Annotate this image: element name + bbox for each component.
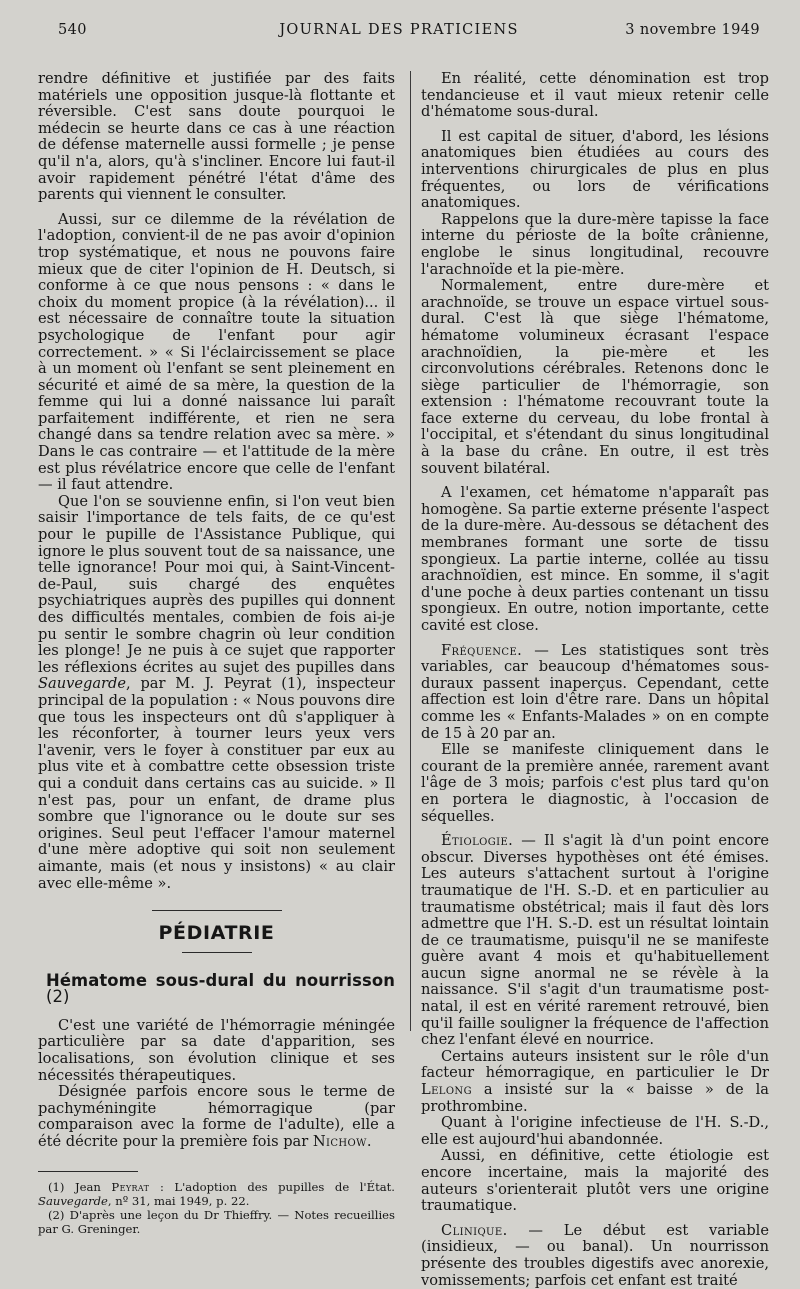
paragraph: Quant à l'origine infectieuse de l'H. S.-D., elle est aujourd'hui abandonnée. [421,1114,769,1148]
right-column [410,70,769,1289]
text-run: , nº 31, mai 1949, p. 22. [107,1193,250,1208]
paragraph: Elle se manifeste cliniquement dans le courant de la première année, rarement avant l'âge de 3 mois; parfois c'est plus tard qu'on en portera le diagnostic, à l'occasion de séquelles. [421,741,769,825]
paragraph: Rappelons que la dure-mère tapisse la face interne du périoste de la boîte crânienne, englobe le sinus longitudinal, recouvre l'arachnoïde et la pie-mère. [421,210,769,278]
paragraph: Aussi, en définitive, cette étiologie est encore incertaine, mais la majorité des auteurs s'orienterait plutôt vers une origine traumatique. [421,1147,769,1215]
section-rule [152,910,282,911]
article-title [46,970,395,1007]
publication-name: Sauvegarde [38,1193,108,1208]
page-header [38,22,760,42]
paragraph: C'est une variété de l'hémorragie méningée particulière par sa date d'apparition, ses localisations, son évolution clinique et ses nécessités thérapeutiques. [38,1016,395,1084]
journal-title: JOURNAL DES PRATICIENS [279,22,519,38]
paragraph: rendre définitive et justifiée par des faits matériels une opposition jusque-là flottante et réversible. C'est sans doute pourquoi le médecin se heurte dans ce cas à une réaction de défense maternelle aussi formelle ; je pense qu'il n'a, alors, qu'à s'incliner. Encore lui faut-il avoir rapidement pénétré l'état d'âme des parents qui viennent le consulter. [38,70,395,204]
text-run: : L'adoption des pupilles de l'État. [149,1179,395,1194]
paragraph: Normalement, entre dure-mère et arachnoïde, se trouve un espace virtuel sous-dural. C'est là que siège l'hématome, hématome volumineux écrasant l'espace arachnoïdien, la pie-mère et les circonvolutions cérébrales. Retenons donc le siège particulier de l'hémorragie, son extension : l'hématome recouvrant toute la face externe du cerveau, du lobe frontal à l'occipital, et s'étendant du sinus longitudinal à la base du crâne. En outre, il est très souvent bilatéral. [421,277,769,477]
page-number: 540 [58,22,87,38]
footnote-2: (2) D'après une leçon du Dr Thieffry. — Notes recueillies par G. Greninger. [38,1207,395,1236]
text-run: . [366,1133,372,1151]
author-name: Peyrat [111,1179,150,1194]
author-name: Nichow [312,1133,367,1151]
text-run: Que l'on se souvienne enfin, si l'on veut bien saisir l'importance de tels faits, de ce qu'est pour le pupille de l'Assistance Publique, qui ignore le plus souvent tout de sa naissance, une telle ignorance! Pour moi qui, à Saint-Vincent-de-Paul, suis chargé des enquêtes psychiatriques auprès des pupilles qui donnent des difficultés mentales, combien de fois ai-je pu sentir le sombre chagrin où leur condition les plonge! Je ne puis à ce sujet que rapporter les réflexions écrites au sujet des pupilles dans [38,492,395,676]
paragraph: Il est capital de situer, d'abord, les lésions anatomiques bien étudiées au cours des interventions chirurgicales de plus en plus fréquentes, ou lors de vérifications anatomiques. [421,127,769,212]
paragraph: Aussi, sur ce dilemme de la révélation de l'adoption, convient-il de ne pas avoir d'opinion trop systématique, et nous ne pouvons faire mieux que de citer l'opinion de H. Deutsch, si conforme à ce que nous pensons : « dans le choix du moment propice (à la révélation)... il est nécessaire de connaître toute la situation psychologique de l'enfant pour agir correctement. » « Si l'éclaircissement se place à un moment où l'enfant se sent pleinement en sécurité et aimé de sa mère, la question de la femme qui lui a donné naissance lui paraît parfaitement indifférente, et rien ne sera changé dans sa tendre relation avec sa mère. » Dans le cas contraire — et l'attitude de la mère est plus révélatrice encore que celle de l'enfant — il faut attendre. [38,210,395,494]
text-run: Désignée parfois encore sous le terme de pachyméningite hémorragique (par comparaison avec la forme de l'adulte), elle a été décrite pour la première fois par [38,1083,395,1151]
paragraph: En réalité, cette dénomination est trop tendancieuse et il vaut mieux retenir celle d'hématome sous-dural. [421,70,769,121]
text-run: — Il s'agit là d'un point encore obscur. Diverses hypothèses ont été émises. Les auteurs s'attachent surtout à l'origine traumatique de l'H. S.-D. et en particulier au traumatisme obstétrical; mais il faut dès lors admettre que l'H. S.-D. est un résultat lointain de ce traumatisme, puisqu'il ne se manifeste guère avant 4 mois et qu'habituellement aucun signe anormal ne se révèle à la naissance. S'il s'agit d'un traumatisme post-natal, il est en vérité rarement retrouvé, bien qu'il faille souligner la fréquence de l'affection chez l'enfant élevé en nourrice. [421,832,769,1049]
publication-name: Sauvegarde [38,675,126,693]
text-run: a insisté sur la « baisse » de la prothrombine. [421,1081,769,1115]
paragraph [421,1049,769,1115]
text-run: — Le début est variable (insidieux, — ou banal). Un nourrisson présente des troubles digestifs avec anorexie, vomissements; parfois cet enfant est traité [421,1221,769,1289]
subheading-clinique: Clinique. [441,1221,508,1239]
left-column [38,71,395,1236]
text-run: Certains auteurs insistent sur le rôle d'un facteur hémorragique, en particulier le Dr [421,1047,769,1082]
footnote-rule [38,1171,138,1172]
paragraph [421,833,769,1049]
issue-date: 3 novembre 1949 [625,22,760,38]
paragraph: A l'examen, cet hématome n'apparaît pas homogène. Sa partie externe présente l'aspect de la dure-mère. Au-dessous se détachent des membranes formant une sorte de tissu spongieux. La partie interne, collée au tissu arachnoïdien, est mince. En somme, il s'agit d'une poche à deux parties contenant un tissu spongieux. En outre, notion importante, cette cavité est close. [421,484,769,634]
paragraph [421,1223,769,1289]
article-title-text: Hématome sous-dural du nourrisson [46,970,395,990]
section-rule [182,952,252,953]
author-name: Lelong [421,1081,472,1099]
text-run: (1) Jean [48,1179,112,1194]
footnote-1 [38,1180,395,1208]
text-run: — Les statistiques sont très variables, car beaucoup d'hématomes sous-duraux passent inaperçus. Cependant, cette affection est loin d'être rare. Dans un hôpital comme les « Enfants-Malades » on en compte de 15 à 20 par an. [421,641,769,742]
text-run: , par M. J. Peyrat (1), inspecteur principal de la population : « Nous pouvons dire que tous les inspecteurs ont dû s'appliquer à les réconforter, à tourner leurs yeux vers l'avenir, vers le foyer à constituer par eux au plus vite et à combattre cette obsession triste qui a conduit dans certains cas au suicide. » Il n'est pas, pour un enfant, de drame plus sombre que l'ignorance ou le doute sur ses origines. Seul peut l'effacer l'amour maternel d'une mère adoptive qui soit non seulement aimante, mais (et nous y insistons) « au clair avec elle-même ». [38,675,395,892]
section-title: PÉDIATRIE [158,922,275,945]
paragraph [38,494,395,892]
subheading-frequence: Fréquence. [441,641,523,659]
footnote-ref: (2) [46,987,70,1007]
paragraph [38,1084,395,1150]
subheading-etiologie: Étiologie. [441,832,514,850]
paragraph [421,643,769,743]
